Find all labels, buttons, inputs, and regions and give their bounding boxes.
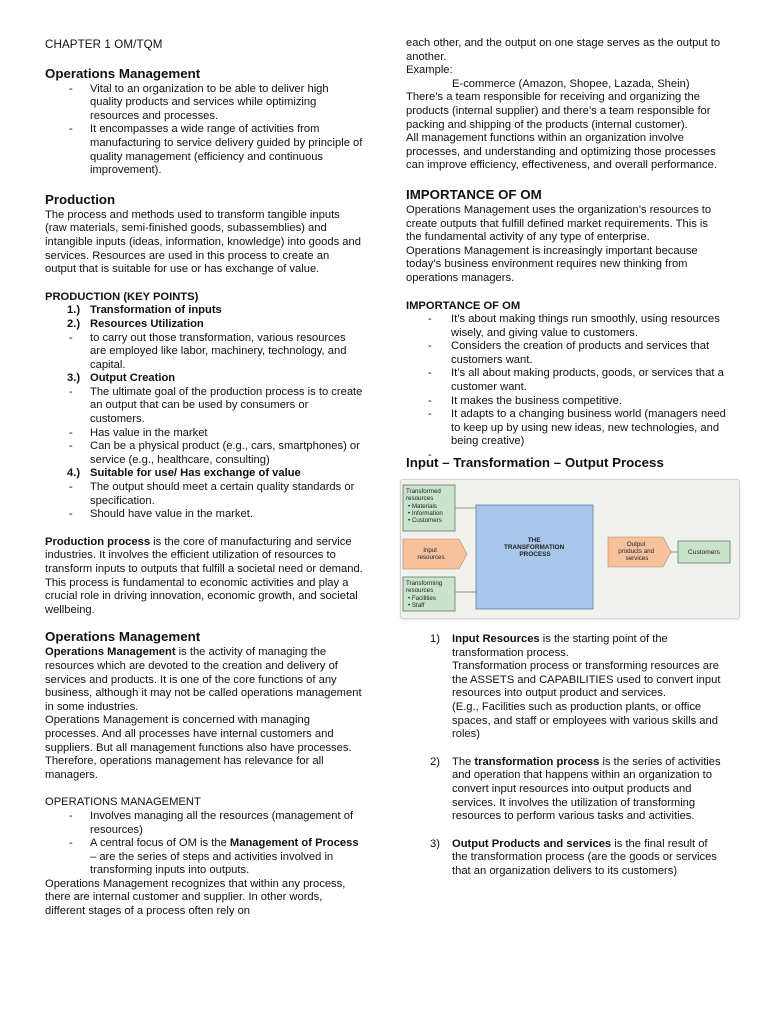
itop-item-1-extra: Transformation process or transforming resources are the ASSETS and CAPABILITIES used to convert input resources into output product and services. <box>452 660 721 700</box>
om-caps-list <box>45 810 363 878</box>
itop-item-2: 2) The transformation process is the series of activities and operation that happens within an organization to convert input resources into output products and services. It involves the utilization of transforming resources to perform various tasks and activities. <box>430 755 721 823</box>
itop-diagram-svg <box>401 480 739 618</box>
om-def-paragraph: Operations Management is the activity of managing the resources which are devoted to the creation and delivery of services and products. It is one of the core functions of any business, although it may not be called operations management in some industries. <box>45 646 362 713</box>
om-intro-heading: Operations Management <box>45 65 201 81</box>
itop-item-1-extra: (E.g., Facilities such as production plants, or office spaces, and staff or employees with various skills and roles) <box>452 701 718 741</box>
example-text: E-commerce (Amazon, Shopee, Lazada, Shein) <box>452 77 690 90</box>
transformation-process-text: THE TRANSFORMATION PROCESS <box>503 537 565 559</box>
key-point-2: 2.) Resources Utilization <box>67 317 204 330</box>
example-para-1: There’s a team responsible for receiving and organizing the products (internal supplier) and there’s a team responsible for packing and shipping of the products (internal customer). <box>406 91 711 131</box>
key-point-3: 3.) Output Creation <box>67 372 176 385</box>
right-column <box>406 37 726 879</box>
list-item: - Vital to an organization to be able to deliver high quality products and services while optimizing resources and processes. <box>45 83 363 124</box>
list-item: - It’s all about making products, goods, or services that a customer want. <box>406 367 726 394</box>
key-points-heading: PRODUCTION (KEY POINTS) <box>45 290 199 303</box>
om-caps-after: Operations Management recognizes that within any process, there are internal customer and supplier. In other words, different stages of a process often rely on <box>45 877 346 918</box>
production-process-paragraph-2: This process is fundamental to economic activities and play a crucial role in driving innovation, economic growth, and societal wellbeing. <box>45 576 358 616</box>
left-column <box>45 0 363 919</box>
input-resources-text: Input resources <box>417 547 445 562</box>
continuation-text: each other, and the output on one stage serves as the output to another. <box>406 37 721 63</box>
key-point-4: 4.) Suitable for use/ Has exchange of value <box>67 467 301 480</box>
list-item: - The output should meet a certain quality standards or specification. <box>45 481 363 508</box>
customers-text: Customers <box>688 549 720 557</box>
list-item: - Has value in the market <box>45 427 363 441</box>
list-item: - Should have value in the market. <box>45 508 363 522</box>
key-point-1: 1.) Transformation of inputs <box>67 304 222 317</box>
importance-heading: IMPORTANCE OF OM <box>406 186 542 202</box>
example-label: Example: <box>406 64 453 77</box>
production-body: The process and methods used to transform tangible inputs (raw materials, semi-finished goods, subassemblies) and intangible inputs (ideas, information, knowledge) into goods and services. Resources are used in this process to create an output that is suitable for use or has exchange of value. <box>45 208 361 276</box>
itop-item-1: 1) Input Resources is the starting point of the transformation process. Transformation process or transforming resources are the ASSETS and CAPABILITIES used to convert input resources into output product and services. (E.g., Facilities such as production plants, or office spaces, and staff or employees with various skills and roles) <box>406 633 726 742</box>
itop-item-3: 3) Output Products and services is the final result of the transformation process (are the goods or services that an organization delivers to its customers) <box>430 837 717 877</box>
list-item: - Considers the creation of products and services that customers want. <box>406 340 726 367</box>
production-process-paragraph: Production process is the core of manufacturing and service industries. It involves the efficient utilization of resources to transform inputs to outputs that fulfill a societal need or demand. <box>45 535 363 575</box>
itop-heading: Input – Transformation – Output Process <box>406 455 664 471</box>
list-item: - It encompasses a wide range of activities from manufacturing to service delivery guided by principle of quality management (efficiency and continuous improvement). <box>45 123 363 177</box>
om-caps-heading: OPERATIONS MANAGEMENT <box>45 796 201 809</box>
list-item: - It’s about making things run smoothly, using resources wisely, and giving value to customers. <box>406 313 726 340</box>
importance-para-2: Operations Management is increasingly important because today’s business environment requires new thinking from operations managers. <box>406 244 698 284</box>
output-text: Output products and services <box>618 541 655 563</box>
importance-list <box>406 313 726 449</box>
chapter-title: CHAPTER 1 OM/TQM <box>45 38 163 51</box>
list-item: - It adapts to a changing business world (managers need to keep up by using new ideas, new technologies, and being creative) <box>406 408 726 449</box>
list-item: - Involves managing all the resources (management of resources) <box>45 810 363 837</box>
om-def-heading: Operations Management <box>45 629 201 645</box>
importance-para-1: Operations Management uses the organization’s resources to create outputs that fulfill defined market requirements. This is the fundamental activity of any type of enterprise. <box>406 203 712 244</box>
itop-diagram <box>400 479 740 619</box>
key-point-4-list <box>45 481 363 522</box>
importance-heading-2: IMPORTANCE OF OM <box>406 299 521 312</box>
example-para-2: All management functions within an organization involve processes, and understanding and optimizing those processes can improve efficiency, effectiveness, and overall performance. <box>406 132 717 172</box>
transformed-resources-text: Transformed resources • Materials • Information • Customers <box>406 488 443 525</box>
list-item: - It makes the business competitive. <box>406 395 726 409</box>
key-point-3-list <box>45 386 363 468</box>
list-item: - Can be a physical product (e.g., cars, smartphones) or service (e.g., healthcare, consulting) <box>45 440 363 467</box>
om-intro-list <box>45 83 363 178</box>
production-heading: Production <box>45 191 116 207</box>
key-point-2-list <box>45 332 363 373</box>
list-item: - The ultimate goal of the production process is to create an output that can be used by consumers or customers. <box>45 386 363 427</box>
transforming-resources-text: Transforming resources • Facilities • Staff <box>406 580 443 610</box>
list-item: - to carry out those transformation, various resources are employed like labor, machinery, technology, and capital. <box>45 332 363 373</box>
om-def-paragraph-2: Operations Management is concerned with managing processes. And all processes have internal customers and suppliers. But all management functions also have processes. Therefore, operations management has relevance for all managers. <box>45 714 352 781</box>
list-item: - A central focus of OM is the Management of Process – are the series of steps and activities involved in transforming inputs into outputs. <box>45 837 363 878</box>
